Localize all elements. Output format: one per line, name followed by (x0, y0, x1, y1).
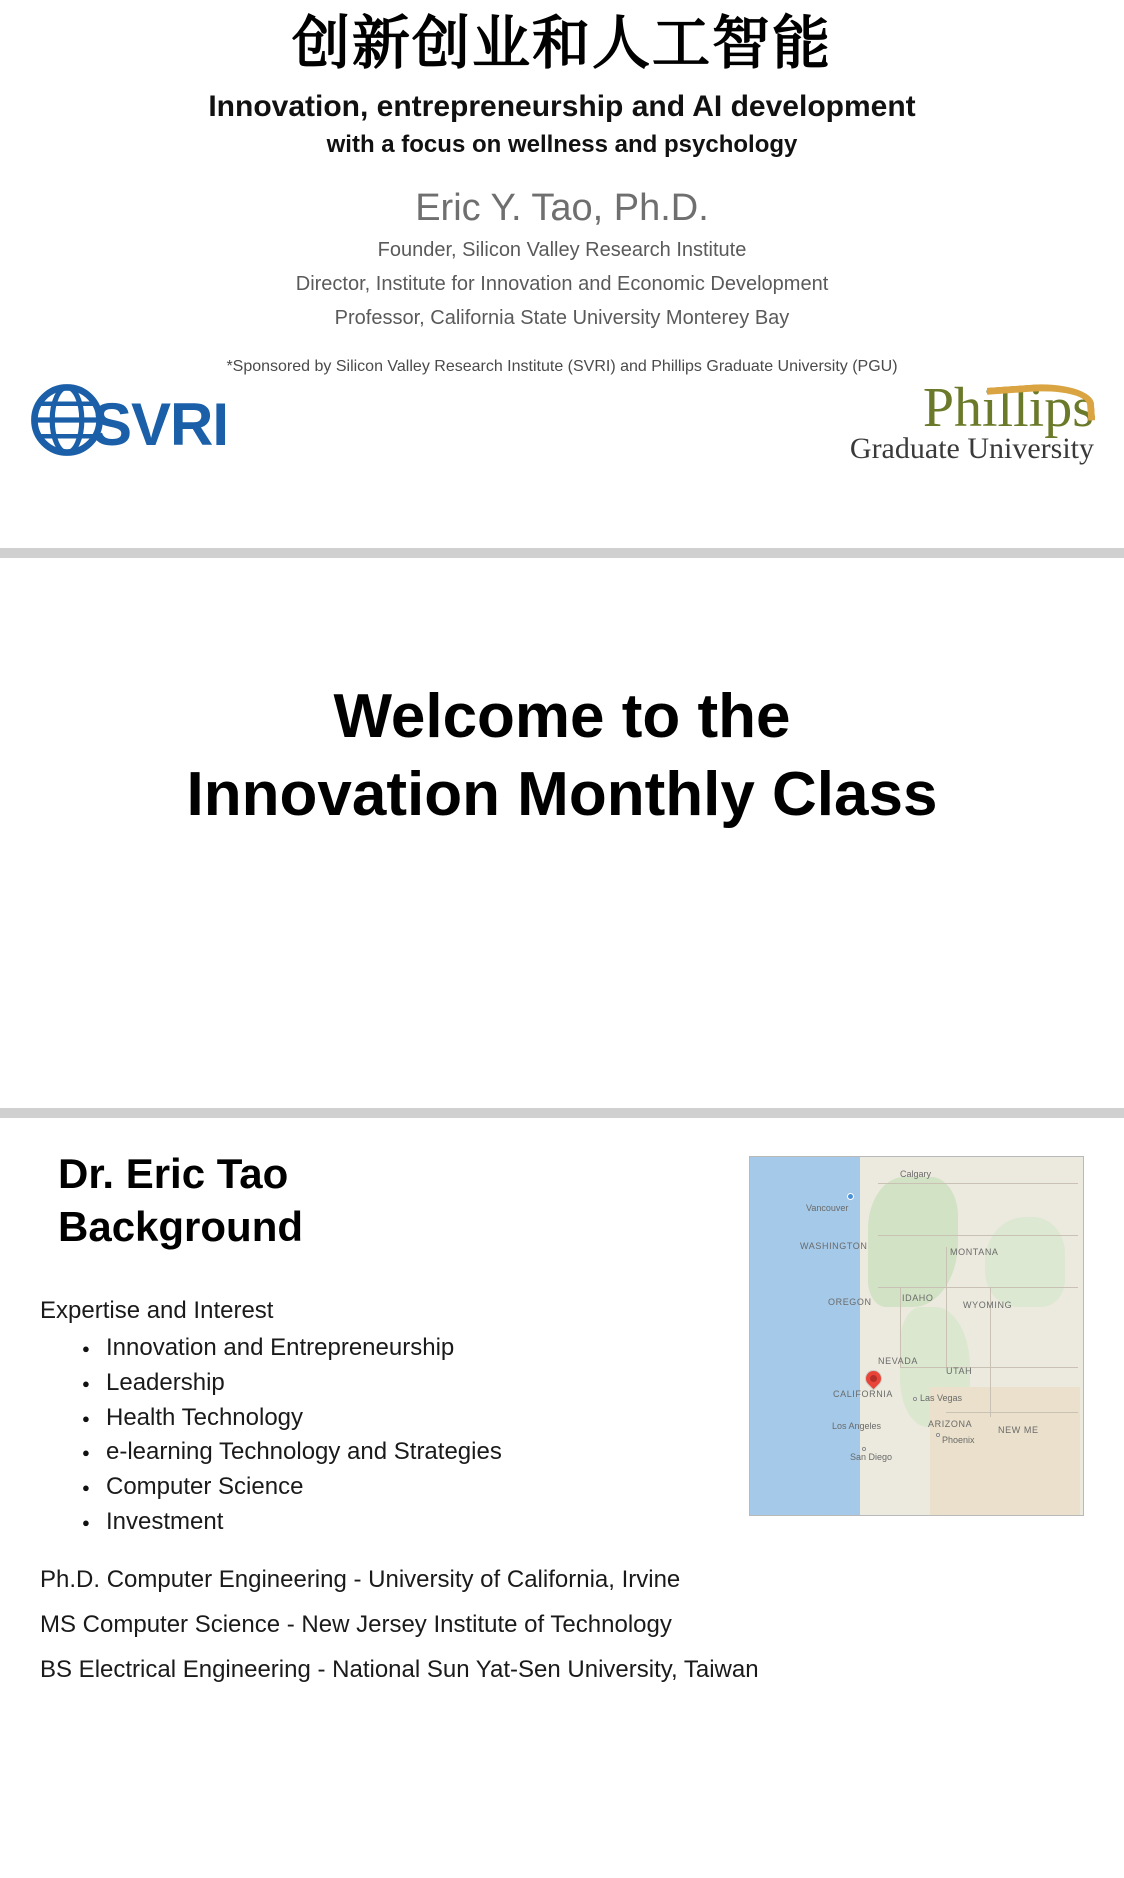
svri-logo (30, 383, 228, 465)
list-item: ● Computer Science (82, 1470, 739, 1505)
map-label: NEVADA (878, 1356, 918, 1366)
logo-row (20, 377, 1104, 465)
title-english-line1: Innovation, entrepreneurship and AI development (208, 89, 916, 123)
phillips-subtitle: Graduate University (849, 431, 1094, 465)
welcome-line-1: Welcome to the (333, 682, 791, 751)
phillips-logo (849, 377, 1094, 465)
map-marker-vancouver (847, 1193, 854, 1200)
map-label: MONTANA (950, 1247, 999, 1257)
title-chinese: 创新创业和人工智能 (291, 9, 832, 77)
map-border-line (878, 1287, 1078, 1288)
phillips-wordmark (922, 377, 1094, 440)
degree-item: Ph.D. Computer Engineering - University of California, Irvine (40, 1565, 681, 1593)
map-label: San Diego (850, 1452, 893, 1462)
map-border-line (946, 1247, 947, 1367)
map-citydot-las-vegas (913, 1397, 917, 1401)
map-label: OREGON (828, 1297, 872, 1307)
map-border-line (878, 1183, 1078, 1184)
map-label: UTAH (946, 1366, 973, 1376)
map-border-line (900, 1367, 1078, 1368)
map-label: Vancouver (806, 1203, 849, 1213)
map-border-line (946, 1412, 1078, 1413)
degree-item: MS Computer Science - New Jersey Institute of Technology (40, 1610, 672, 1638)
list-item: ● e-learning Technology and Strategies (82, 1435, 739, 1470)
title-english-line2: with a focus on wellness and psychology (326, 130, 798, 158)
location-map[interactable] (749, 1156, 1084, 1516)
map-citydot-san-diego (862, 1447, 866, 1451)
slide-background (0, 1118, 1124, 1878)
map-label: ARIZONA (928, 1419, 973, 1429)
slide-title (0, 0, 1124, 548)
map-label: WASHINGTON (800, 1241, 868, 1251)
slide-divider (0, 548, 1124, 558)
degrees-list (40, 1566, 1084, 1684)
expertise-list (40, 1331, 739, 1540)
expertise-subhead: Expertise and Interest (40, 1297, 274, 1324)
presenter-role-1: Founder, Silicon Valley Research Institute (377, 239, 747, 262)
list-item: ● Innovation and Entrepreneurship (82, 1331, 739, 1366)
sponsor-note: *Sponsored by Silicon Valley Research Institute (SVRI) and Phillips Graduate University (PGU) (226, 358, 898, 376)
page-title-line1: Dr. Eric Tao (58, 1150, 289, 1197)
slide-welcome (0, 558, 1124, 1108)
map-citydot-phoenix (936, 1433, 940, 1437)
list-item: ● Leadership (82, 1366, 739, 1401)
page-title-line2: Background (58, 1202, 304, 1250)
map-desert (930, 1387, 1080, 1516)
list-item: ● Investment (82, 1505, 739, 1540)
map-label: NEW ME (998, 1425, 1039, 1435)
map-label: Calgary (900, 1169, 932, 1179)
presenter-name: Eric Y. Tao, Ph.D. (415, 187, 709, 230)
map-border-line (878, 1235, 1078, 1236)
map-forest-rockies (985, 1217, 1065, 1307)
phillips-wordmark-text: Phillips (922, 377, 1094, 440)
presenter-role-2: Director, Institute for Innovation and Economic Development (295, 273, 829, 296)
slide-divider-2 (0, 1108, 1124, 1118)
map-label: CALIFORNIA (833, 1389, 894, 1399)
list-item: ● Health Technology (82, 1401, 739, 1436)
map-label: Las Vegas (920, 1393, 963, 1403)
map-border-line (900, 1287, 901, 1367)
map-label: Phoenix (942, 1435, 975, 1445)
degree-item: BS Electrical Engineering - National Sun Yat-Sen University, Taiwan (40, 1655, 759, 1683)
svri-wordmark: SVRI (92, 390, 229, 458)
map-label: Los Angeles (832, 1421, 882, 1431)
presenter-role-3: Professor, California State University Monterey Bay (334, 307, 790, 330)
map-label: WYOMING (963, 1300, 1013, 1310)
map-label: IDAHO (902, 1293, 934, 1303)
welcome-line-2: Innovation Monthly Class (186, 759, 938, 829)
